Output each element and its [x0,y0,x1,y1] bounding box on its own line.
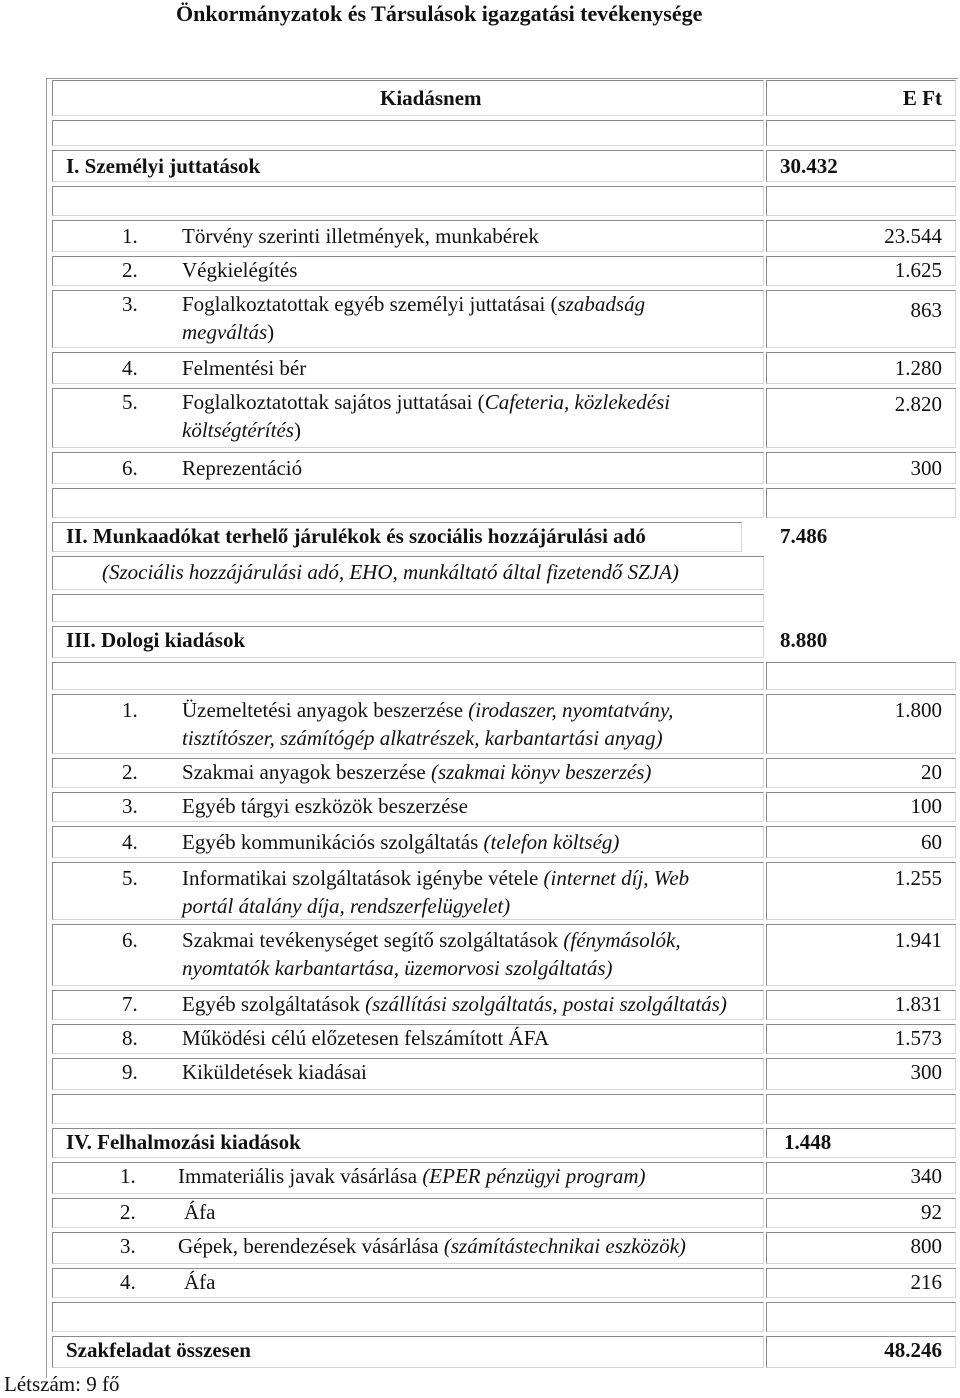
item-number: 6. [122,928,138,952]
item-number: 5. [122,390,138,414]
item-number: 7. [122,992,138,1016]
item-value: 800 [910,1234,942,1258]
item-number: 5. [122,866,138,890]
item-number: 3. [120,1234,136,1258]
table-row [46,860,960,922]
section-subtitle-row [46,554,960,592]
item-value: 1.573 [894,1026,942,1050]
item-number: 6. [122,456,138,480]
table-row [46,922,960,988]
item-label-line-1: Foglalkoztatottak egyéb személyi juttatásai (szabadság [182,292,646,316]
item-label-line-1: Szakmai tevékenységet segítő szolgáltatások (fénymásolók, [182,928,681,952]
item-value: 216 [910,1270,942,1294]
item-number: 1. [122,224,138,248]
item-label: Törvény szerinti illetmények, munkabérek [182,224,539,248]
item-value: 1.831 [894,992,942,1016]
item-label: Egyéb kommunikációs szolgáltatás (telefon költség) [182,830,620,854]
item-label-line-2: portál átalány díja, rendszerfelügyelet) [182,894,511,918]
table-header-row [46,78,960,118]
table-row [46,386,960,450]
item-value: 2.820 [894,392,942,416]
item-label: Reprezentáció [182,456,303,480]
section-total: 30.432 [780,154,838,178]
item-number: 3. [122,292,138,316]
item-value: 1.280 [894,356,942,380]
table-row [46,790,960,824]
table-row [46,1230,960,1266]
table-row [46,1022,960,1056]
item-label-line-2: nyomtatók karbantartása, üzemorvosi szolgáltatás) [182,956,613,980]
item-value: 100 [910,794,942,818]
item-label: Gépek, berendezések vásárlása (számítástechnikai eszközök) [178,1234,686,1258]
item-label: Egyéb tárgyi eszközök beszerzése [182,794,468,818]
item-value: 20 [921,760,942,784]
table-row [46,1266,960,1300]
summary-label: Szakfeladat összesen [66,1338,251,1362]
section-row [46,148,960,184]
item-value: 1.625 [894,258,942,282]
item-number: 2. [122,258,138,282]
item-value: 60 [921,830,942,854]
item-number: 4. [120,1270,136,1294]
table-row [46,218,960,254]
table-row [46,988,960,1022]
section-row [46,520,960,554]
item-label: Egyéb szolgáltatások (szállítási szolgáltatás, postai szolgáltatás) [182,992,727,1016]
item-label-line-1: Foglalkoztatottak sajátos juttatásai (Cafeteria, közlekedési [182,390,671,414]
item-label: Immateriális javak vásárlása (EPER pénzügyi program) [178,1164,646,1188]
item-label-line-2: tisztítószer, számítógép alkatrészek, karbantartási anyag) [182,726,663,750]
table-row [46,1056,960,1092]
item-label: Áfa [184,1200,216,1224]
item-value: 300 [910,1060,942,1084]
item-value: 1.800 [894,698,942,722]
expenditure-table [46,78,960,1378]
item-label: Működési célú előzetesen felszámított ÁFA [182,1026,550,1050]
section-row [46,1126,960,1160]
item-label: Kiküldetések kiadásai [182,1060,367,1084]
section-title: IV. Felhalmozási kiadások [66,1130,301,1154]
item-label-line-1: Informatikai szolgáltatások igénybe vétele (internet díj, Web [182,866,690,890]
item-number: 3. [122,794,138,818]
section-total: 7.486 [780,524,828,548]
column-header-unit: E Ft [902,86,942,110]
item-label-line-2: megváltás) [182,320,275,344]
summary-row [46,1334,960,1370]
item-number: 2. [120,1200,136,1224]
item-number: 4. [122,830,138,854]
section-title: III. Dologi kiadások [66,628,246,652]
section-subtitle: (Szociális hozzájárulási adó, EHO, munkáltató által fizetendő SZJA) [102,560,679,584]
item-value: 863 [910,298,942,322]
item-value: 1.941 [894,928,942,952]
table-row [46,350,960,386]
table-row [46,288,960,350]
item-value: 92 [921,1200,942,1224]
item-label: Szakmai anyagok beszerzése (szakmai könyv beszerzés) [182,760,652,784]
summary-value: 48.246 [884,1338,942,1362]
item-number: 2. [122,760,138,784]
table-row [46,254,960,288]
section-row [46,624,960,660]
column-header-kiadasnem: Kiadásnem [380,86,482,110]
item-value: 340 [910,1164,942,1188]
item-number: 1. [120,1164,136,1188]
staff-count: Létszám: 9 fő [4,1372,120,1396]
section-total: 8.880 [780,628,828,652]
item-label: Végkielégítés [182,258,298,282]
table-row [46,450,960,486]
section-title: I. Személyi juttatások [66,154,261,178]
item-label-line-1: Üzemeltetési anyagok beszerzése (irodaszer, nyomtatvány, [182,698,674,722]
section-title: II. Munkaadókat terhelő járulékok és szociális hozzájárulási adó [66,524,646,548]
item-value: 1.255 [894,866,942,890]
table-row [46,692,960,756]
item-number: 4. [122,356,138,380]
section-total: 1.448 [784,1130,832,1154]
table-row [46,824,960,860]
item-number: 1. [122,698,138,722]
table-row [46,1196,960,1230]
item-label: Felmentési bér [182,356,307,380]
item-value: 23.544 [884,224,942,248]
item-value: 300 [910,456,942,480]
table-row [46,756,960,790]
table-row [46,1160,960,1196]
item-number: 8. [122,1026,138,1050]
item-label-line-2: költségtérítés) [182,418,301,442]
page-title: Önkormányzatok és Társulások igazgatási tevékenysége [176,1,703,26]
item-label: Áfa [184,1270,216,1294]
item-number: 9. [122,1060,138,1084]
